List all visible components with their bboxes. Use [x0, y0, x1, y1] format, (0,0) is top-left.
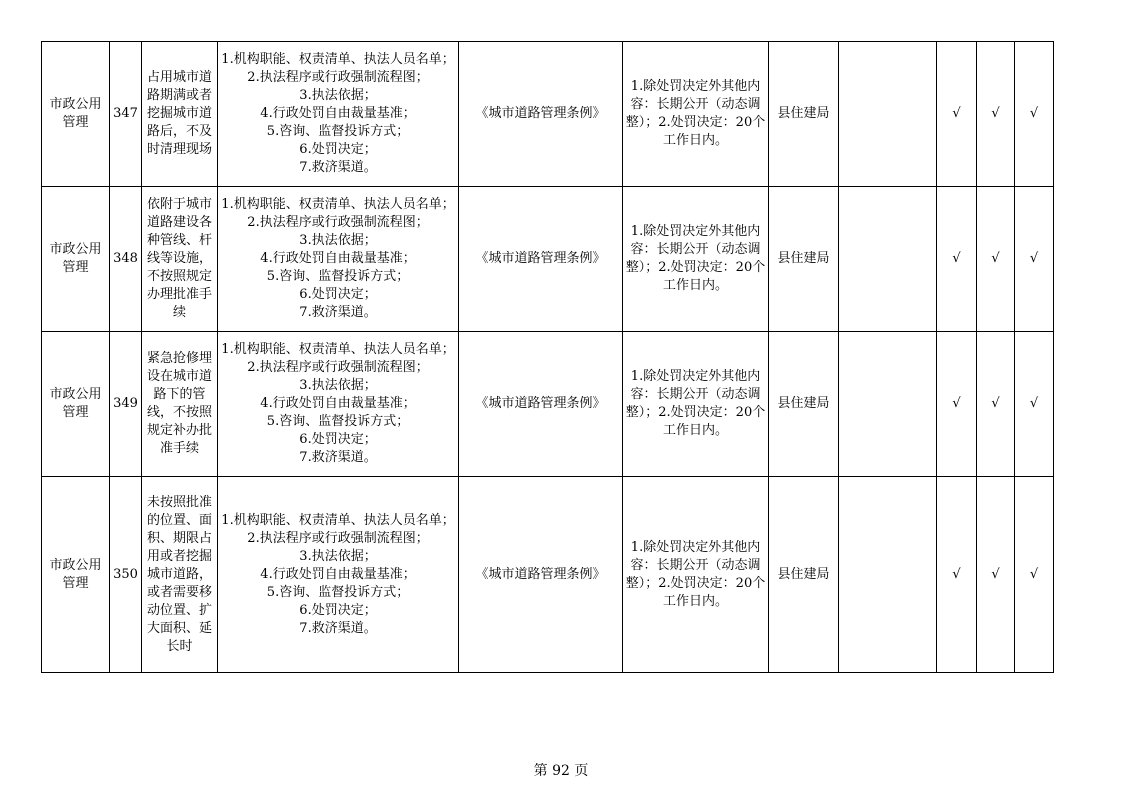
item-number-cell: 349 [110, 332, 142, 477]
responsible-agency-cell: 县住建局 [769, 42, 839, 187]
content-line: 6.处罚决定； [299, 602, 377, 618]
disclosure-content-cell [218, 42, 459, 187]
check-cell: √ [937, 477, 977, 673]
disclosure-content-cell [218, 332, 459, 477]
check-cell: √ [977, 42, 1015, 187]
check-cell: √ [1015, 332, 1054, 477]
check-cell: √ [977, 332, 1015, 477]
check-cell: √ [1015, 477, 1054, 673]
content-line: 5.咨询、监督投诉方式； [266, 584, 410, 600]
content-line: 1.机构职能、权责清单、执法人员名单； [221, 512, 455, 528]
category-cell: 市政公用管理 [42, 332, 110, 477]
item-name-cell: 依附于城市道路建设各种管线、杆线等设施，不按照规定办理批准手续 [142, 187, 218, 332]
category-cell: 市政公用管理 [42, 477, 110, 673]
responsible-agency-cell: 县住建局 [769, 332, 839, 477]
content-line: 7.救济渠道。 [299, 450, 377, 465]
content-line: 5.咨询、监督投诉方式； [266, 414, 410, 429]
page-number: 第 92 页 [533, 763, 589, 779]
content-line: 6.处罚决定； [299, 432, 377, 447]
disclosure-content-cell [218, 477, 459, 673]
check-cell: √ [1015, 42, 1054, 187]
content-line: 2.执法程序或行政强制流程图； [247, 530, 429, 546]
legal-basis-cell: 《城市道路管理条例》 [459, 187, 623, 332]
item-name-cell: 未按照批准的位置、面积、期限占用或者挖掘城市道路，或者需要移动位置、扩大面积、延长时 [142, 477, 218, 673]
responsible-agency-cell: 县住建局 [769, 477, 839, 673]
category-cell: 市政公用管理 [42, 42, 110, 187]
disclosure-content-cell [218, 187, 459, 332]
item-name-cell: 占用城市道路期满或者挖掘城市道路后，不及时清理现场 [142, 42, 218, 187]
check-cell: √ [937, 42, 977, 187]
check-cell: √ [1015, 187, 1054, 332]
publicity-period-cell: 1.除处罚决定外其他内容：长期公开（动态调整）；2.处罚决定：20个工作日内。 [623, 477, 769, 673]
content-line: 7.救济渠道。 [299, 160, 377, 175]
content-line: 5.咨询、监督投诉方式； [266, 269, 410, 284]
content-line: 3.执法依据； [299, 88, 377, 103]
legal-basis-cell: 《城市道路管理条例》 [459, 332, 623, 477]
table-row [42, 187, 1054, 332]
content-line: 4.行政处罚自由裁量基准； [260, 251, 416, 266]
table-body [42, 42, 1054, 673]
responsible-agency-cell: 县住建局 [769, 187, 839, 332]
content-line: 4.行政处罚自由裁量基准； [260, 566, 416, 582]
publicity-period-cell: 1.除处罚决定外其他内容：长期公开（动态调整）；2.处罚决定：20个工作日内。 [623, 187, 769, 332]
content-line: 2.执法程序或行政强制流程图； [247, 360, 429, 375]
disclosure-table [41, 41, 1054, 673]
content-line: 2.执法程序或行政强制流程图； [247, 70, 429, 85]
content-line: 7.救济渠道。 [299, 620, 377, 636]
item-number-cell: 350 [110, 477, 142, 673]
check-cell: √ [937, 187, 977, 332]
content-line: 1.机构职能、权责清单、执法人员名单； [221, 342, 455, 357]
content-line: 5.咨询、监督投诉方式； [266, 124, 410, 139]
check-cell: √ [937, 332, 977, 477]
content-line: 7.救济渠道。 [299, 305, 377, 320]
legal-basis-cell: 《城市道路管理条例》 [459, 477, 623, 673]
publicity-period-cell: 1.除处罚决定外其他内容：长期公开（动态调整）；2.处罚决定：20个工作日内。 [623, 332, 769, 477]
publicity-period-cell: 1.除处罚决定外其他内容：长期公开（动态调整）；2.处罚决定：20个工作日内。 [623, 42, 769, 187]
check-cell: √ [977, 187, 1015, 332]
content-line: 4.行政处罚自由裁量基准； [260, 106, 416, 121]
content-line: 3.执法依据； [299, 233, 377, 248]
category-cell: 市政公用管理 [42, 187, 110, 332]
content-line: 6.处罚决定； [299, 287, 377, 302]
blank-cell [839, 187, 937, 332]
legal-basis-cell: 《城市道路管理条例》 [459, 42, 623, 187]
content-line: 1.机构职能、权责清单、执法人员名单； [221, 197, 455, 212]
blank-cell [839, 42, 937, 187]
check-cell: √ [977, 477, 1015, 673]
item-number-cell: 348 [110, 187, 142, 332]
blank-cell [839, 332, 937, 477]
content-line: 1.机构职能、权责清单、执法人员名单； [221, 52, 455, 67]
table-row [42, 477, 1054, 673]
table-row [42, 332, 1054, 477]
content-line: 3.执法依据； [299, 548, 377, 564]
content-line: 4.行政处罚自由裁量基准； [260, 396, 416, 411]
table-row [42, 42, 1054, 187]
content-line: 3.执法依据； [299, 378, 377, 393]
item-number-cell: 347 [110, 42, 142, 187]
item-name-cell: 紧急抢修埋设在城市道路下的管线，不按照规定补办批准手续 [142, 332, 218, 477]
content-line: 6.处罚决定； [299, 142, 377, 157]
blank-cell [839, 477, 937, 673]
content-line: 2.执法程序或行政强制流程图； [247, 215, 429, 230]
